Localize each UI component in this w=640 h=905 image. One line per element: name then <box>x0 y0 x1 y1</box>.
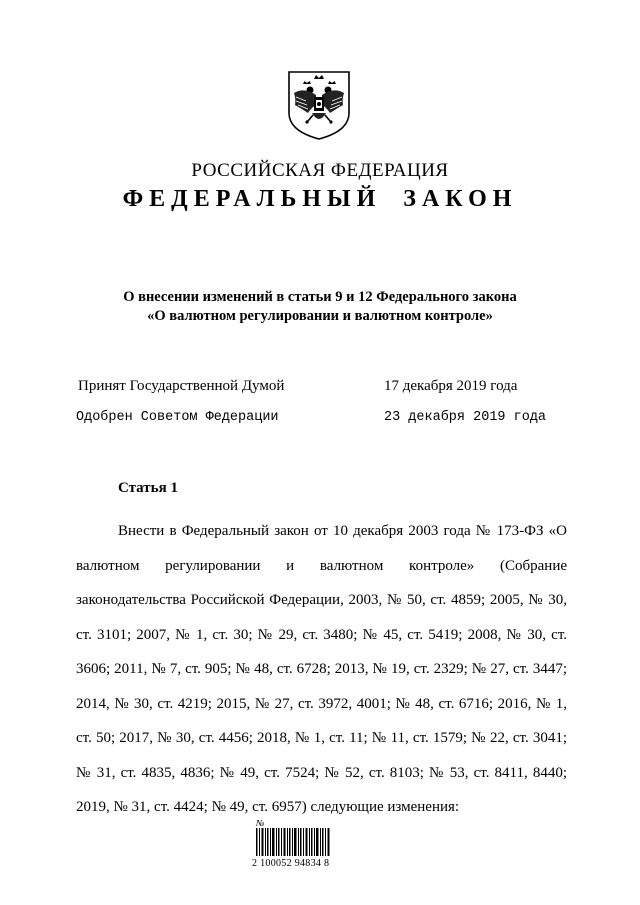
barcode-number: 2 100052 94834 8 <box>252 858 330 869</box>
law-subject-line-1: О внесении изменений в статьи 9 и 12 Федерального закона <box>123 289 517 305</box>
law-subject-line-2: «О валютном регулировании и валютном контроле» <box>147 308 493 324</box>
barcode <box>254 818 332 876</box>
law-subject-title <box>0 288 640 326</box>
article-1-body: Внести в Федеральный закон от 10 декабря 2003 года № 173-ФЗ «О валютном регулировании и валютном контроле» (Собрание законодательства Российской Федерации, 2003, № 50, ст. 4859; 2005, № 30, ст. 3101; 2007, № 1, ст. 30; № 29, ст. 3480; № 45, ст. 5419; 2008, № 30, ст. 3606; 2011, № 7, ст. 905; № 48, ст. 6728; 2013, № 19, ст. 2329; № 27, ст. 3447; 2014, № 30, ст. 4219; 2015, № 27, ст. 3972, 4001; № 48, ст. 6716; 2016, № 1, ст. 50; 2017, № 30, ст. 4456; 2018, № 1, ст. 11; № 11, ст. 1579; № 22, ст. 3041; № 31, ст. 4835, 4836; № 49, ст. 7524; № 52, ст. 8103; № 53, ст. 8411, 8440; 2019, № 31, ст. 4424; № 49, ст. 6957) следующие изменения: <box>76 523 567 815</box>
approved-by-council-label: Одобрен Советом Федерации <box>76 410 279 425</box>
double-headed-eagle-icon <box>286 69 352 141</box>
document-type-title <box>0 186 640 213</box>
approved-by-council-date: 23 декабря 2019 года <box>384 410 547 425</box>
adopted-by-duma-date: 17 декабря 2019 года <box>384 378 518 394</box>
country-name: РОССИЙСКАЯ ФЕДЕРАЦИЯ <box>191 160 449 181</box>
document-type-word-2: ЗАКОН <box>403 186 518 212</box>
barcode-bars-icon <box>254 828 332 856</box>
handwritten-mark: № <box>256 818 265 828</box>
adopted-by-duma-label: Принят Государственной Думой <box>78 378 285 394</box>
coat-of-arms-emblem <box>286 69 352 141</box>
document-type-word-1: ФЕДЕРАЛЬНЫЙ <box>122 186 382 212</box>
article-1-title: Статья 1 <box>118 480 178 496</box>
